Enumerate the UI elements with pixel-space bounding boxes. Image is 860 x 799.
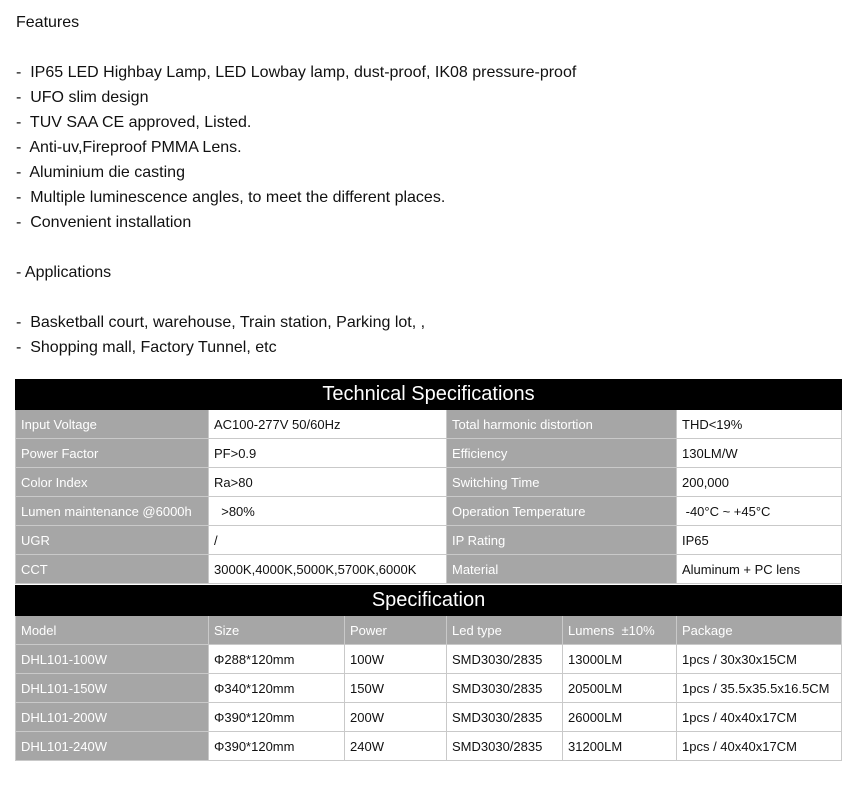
spec-label: IP Rating xyxy=(447,526,677,555)
led-type-cell: SMD3030/2835 xyxy=(447,703,563,732)
spec-label: CCT xyxy=(16,555,209,584)
specification-title: Specification xyxy=(16,586,842,616)
spec-value: Ra>80 xyxy=(209,468,447,497)
column-header: Led type xyxy=(447,616,563,645)
spec-value: THD<19% xyxy=(677,410,842,439)
lumens-cell: 13000LM xyxy=(563,645,677,674)
feature-item: - Aluminium die casting xyxy=(16,164,185,181)
spec-label: Material xyxy=(447,555,677,584)
table-row xyxy=(16,645,842,674)
column-header: Model xyxy=(16,616,209,645)
size-cell: Φ340*120mm xyxy=(209,674,345,703)
application-item: - Basketball court, warehouse, Train station, Parking lot, , xyxy=(16,314,426,331)
spec-value: PF>0.9 xyxy=(209,439,447,468)
power-cell: 100W xyxy=(345,645,447,674)
feature-item: - TUV SAA CE approved, Listed. xyxy=(16,114,252,131)
spec-label: Total harmonic distortion xyxy=(447,410,677,439)
model-cell: DHL101-150W xyxy=(16,674,209,703)
lumens-cell: 31200LM xyxy=(563,732,677,761)
spec-label: Operation Temperature xyxy=(447,497,677,526)
feature-item: - IP65 LED Highbay Lamp, LED Lowbay lamp, dust-proof, IK08 pressure-proof xyxy=(16,64,577,81)
table-header-row xyxy=(16,616,842,645)
table-row xyxy=(16,497,842,526)
spec-value: 130LM/W xyxy=(677,439,842,468)
applications-heading: - Applications xyxy=(16,264,112,281)
spec-value: 200,000 xyxy=(677,468,842,497)
lumens-cell: 26000LM xyxy=(563,703,677,732)
spec-label: UGR xyxy=(16,526,209,555)
technical-specifications-table xyxy=(15,379,842,584)
table-row xyxy=(16,703,842,732)
column-header: Lumens ±10% xyxy=(563,616,677,645)
spec-value: IP65 xyxy=(677,526,842,555)
table-row xyxy=(16,468,842,497)
size-cell: Φ390*120mm xyxy=(209,732,345,761)
package-cell: 1pcs / 40x40x17CM xyxy=(677,732,842,761)
spec-value: Aluminum + PC lens xyxy=(677,555,842,584)
technical-specifications-title: Technical Specifications xyxy=(16,380,842,410)
application-item: - Shopping mall, Factory Tunnel, etc xyxy=(16,339,277,356)
model-cell: DHL101-100W xyxy=(16,645,209,674)
feature-item: - UFO slim design xyxy=(16,89,149,106)
spec-label: Efficiency xyxy=(447,439,677,468)
spec-label: Switching Time xyxy=(447,468,677,497)
spec-value: / xyxy=(209,526,447,555)
table-row xyxy=(16,526,842,555)
table-row xyxy=(16,674,842,703)
spec-value: 3000K,4000K,5000K,5700K,6000K xyxy=(209,555,447,584)
table-row xyxy=(16,732,842,761)
feature-item: - Multiple luminescence angles, to meet the different places. xyxy=(16,189,446,206)
column-header: Package xyxy=(677,616,842,645)
spec-label: Power Factor xyxy=(16,439,209,468)
led-type-cell: SMD3030/2835 xyxy=(447,645,563,674)
spec-value: -40°C ~ +45°C xyxy=(677,497,842,526)
package-cell: 1pcs / 35.5x35.5x16.5CM xyxy=(677,674,842,703)
model-cell: DHL101-200W xyxy=(16,703,209,732)
power-cell: 150W xyxy=(345,674,447,703)
package-cell: 1pcs / 30x30x15CM xyxy=(677,645,842,674)
led-type-cell: SMD3030/2835 xyxy=(447,674,563,703)
spec-label: Lumen maintenance @6000h xyxy=(16,497,209,526)
lumens-cell: 20500LM xyxy=(563,674,677,703)
column-header: Power xyxy=(345,616,447,645)
spec-label: Input Voltage xyxy=(16,410,209,439)
feature-item: - Anti-uv,Fireproof PMMA Lens. xyxy=(16,139,242,156)
features-heading: Features xyxy=(16,14,80,31)
column-header: Size xyxy=(209,616,345,645)
spec-value: >80% xyxy=(209,497,447,526)
spec-value: AC100-277V 50/60Hz xyxy=(209,410,447,439)
feature-item: - Convenient installation xyxy=(16,214,192,231)
size-cell: Φ288*120mm xyxy=(209,645,345,674)
table-row xyxy=(16,439,842,468)
power-cell: 200W xyxy=(345,703,447,732)
table-row xyxy=(16,410,842,439)
size-cell: Φ390*120mm xyxy=(209,703,345,732)
model-cell: DHL101-240W xyxy=(16,732,209,761)
specification-table xyxy=(15,585,842,761)
power-cell: 240W xyxy=(345,732,447,761)
spec-label: Color Index xyxy=(16,468,209,497)
led-type-cell: SMD3030/2835 xyxy=(447,732,563,761)
package-cell: 1pcs / 40x40x17CM xyxy=(677,703,842,732)
table-row xyxy=(16,555,842,584)
